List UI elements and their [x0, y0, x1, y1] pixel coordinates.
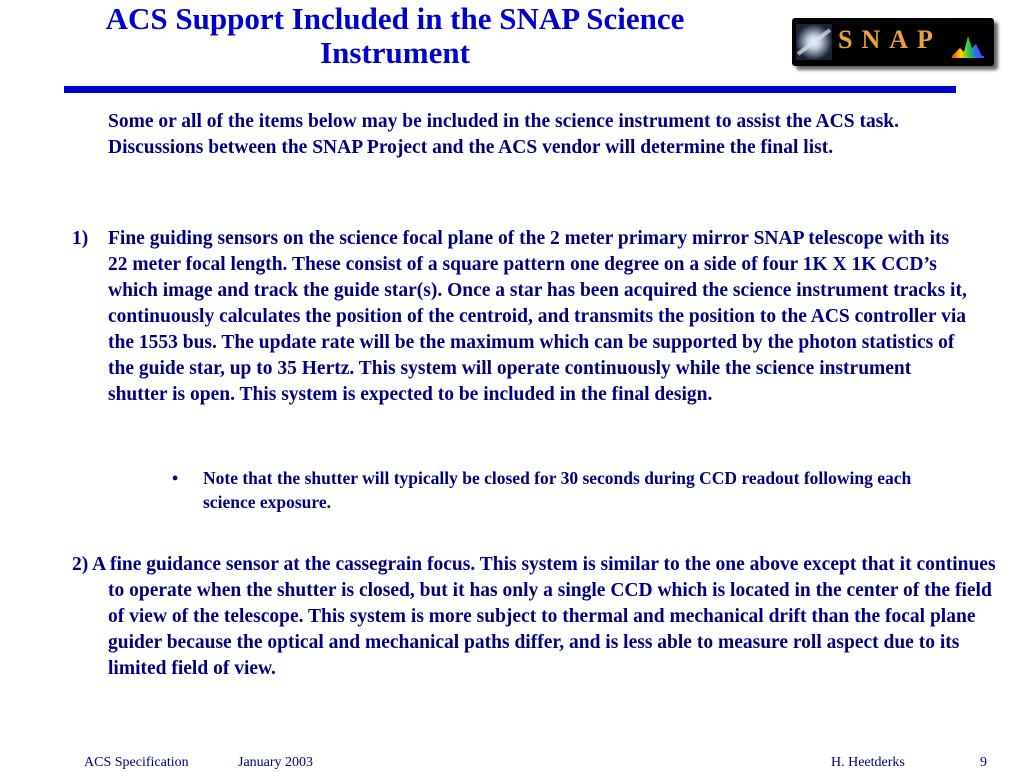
list-item-text-with-number: [72, 552, 1006, 682]
slide-title-line-2: Instrument: [320, 35, 470, 70]
list-item-text: Fine guiding sensors on the science focal plane of the 2 meter primary mirror SNAP telescope with its 22 meter focal length. These consist of a square pattern one degree on a side of four 1K X 1K CCD’s which image and track the guide star(s). Once a star has been acquired the science instrument tracks it, continuously calculates the position of the centroid, and transmits the position to the ACS controller via the 1553 bus. The update rate will be the maximum which can be supported by the photon statistics of the guide star, up to 35 Hertz. This system will operate continuously while the science instrument shutter is open. This system is expected to be included in the final design.: [108, 228, 967, 405]
footer-author: H. Heetderks: [831, 755, 905, 770]
bullet-dot-icon: •: [172, 468, 179, 488]
list-item-number: 2): [72, 554, 89, 575]
footer-document-name: ACS Specification: [84, 755, 189, 770]
sub-bullet-text: Note that the shutter will typically be closed for 30 seconds during CCD readout following each science exposure.: [203, 468, 912, 512]
list-item-number: 1): [72, 228, 89, 249]
intro-paragraph: Some or all of the items below may be included in the science instrument to assist the ACS task. Discussions between the SNAP Project and the ACS vendor will determine the final list.: [108, 111, 899, 158]
logo-text: SNAP: [838, 25, 942, 54]
list-item-text: A fine guidance sensor at the cassegrain focus. This system is similar to the one above except that it continues to operate when the shutter is closed, but it has only a single CCD which is located in the center of the field of view of the telescope. This system is more subject to thermal and mechanical drift than the focal plane guider because the optical and mechanical paths differ, and is less able to measure roll aspect due to its limited field of view.: [92, 554, 996, 679]
footer-page-number: 9: [980, 755, 987, 770]
slide-title-line-1: ACS Support Included in the SNAP Science: [105, 1, 685, 36]
footer-date: January 2003: [238, 755, 314, 770]
